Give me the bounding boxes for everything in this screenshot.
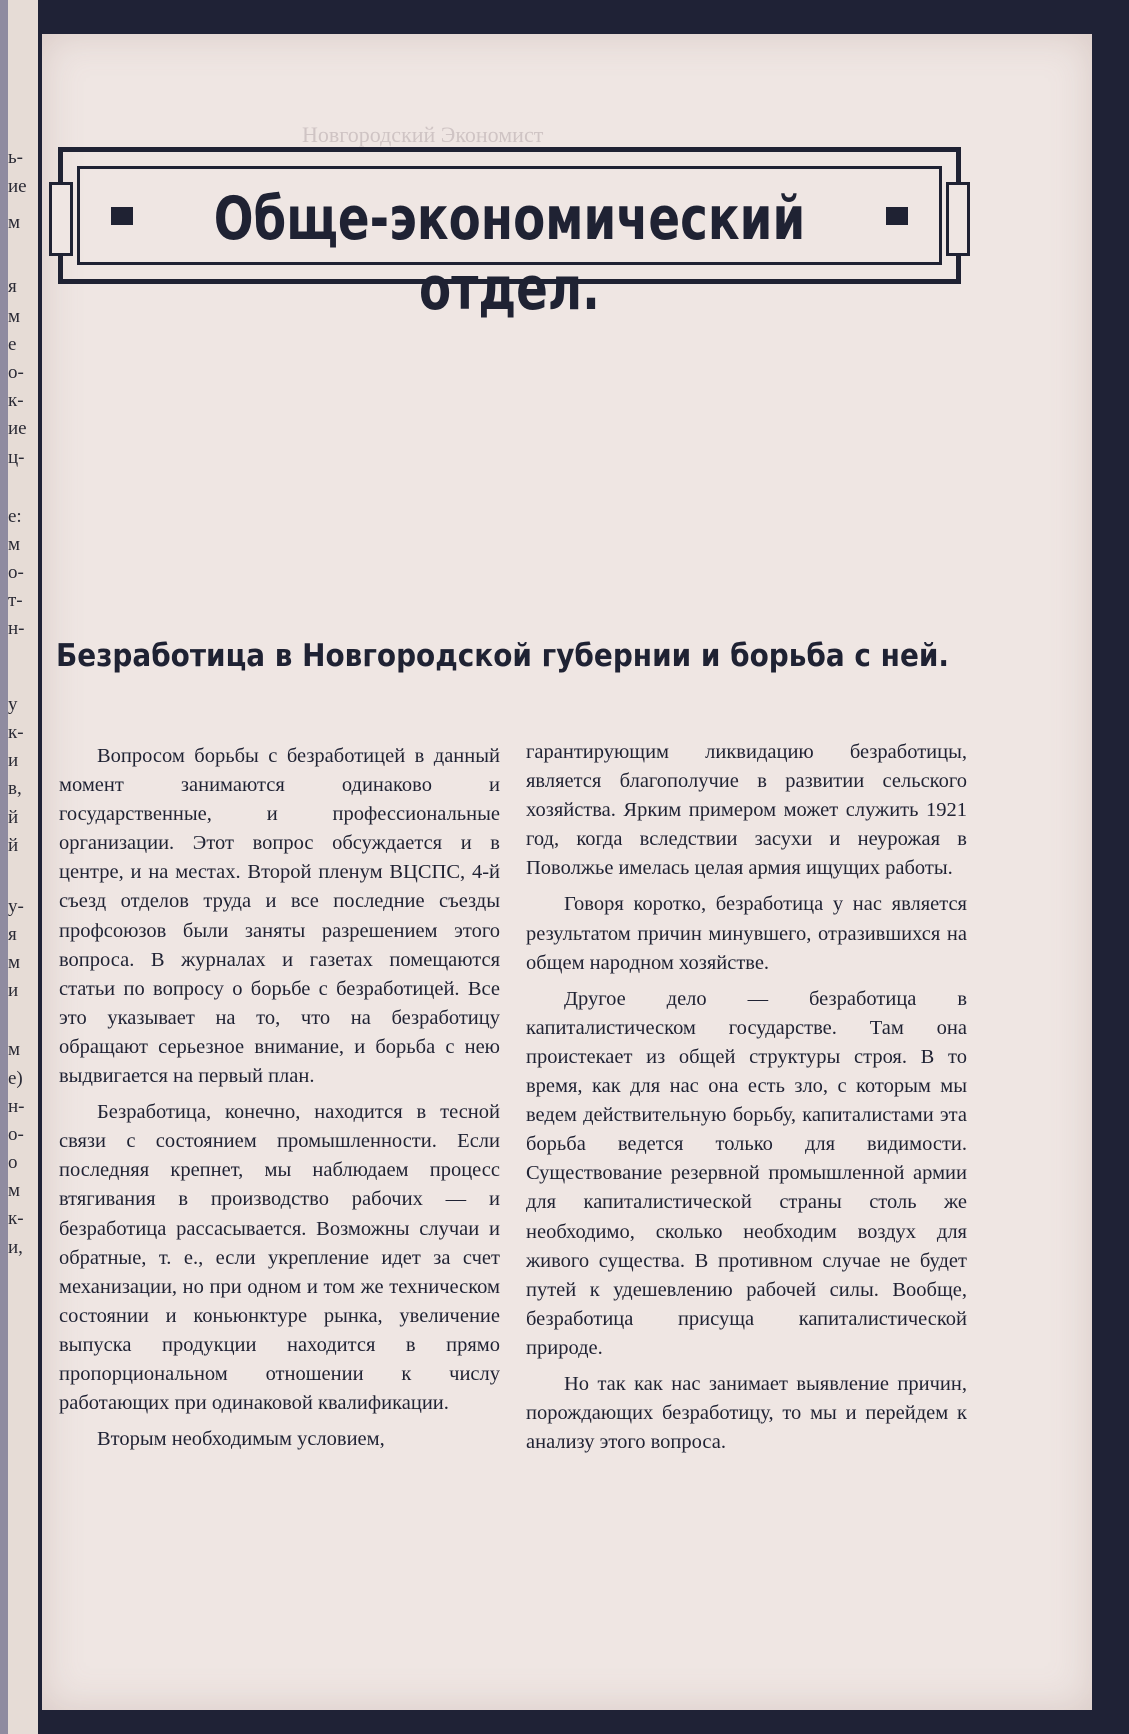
previous-page-fragment: я [8,276,17,297]
article-right-column [526,738,967,1464]
previous-page-fragment: м [8,952,21,973]
previous-page-fragment: м [8,1180,21,1201]
previous-page-fragment: ие [8,176,27,197]
binding-strip [0,0,8,1734]
previous-page-fragment: т- [8,590,23,611]
running-head: Новгородский Экономист [302,122,544,147]
article-left-column [59,742,500,1461]
ornament-square-right [886,207,908,225]
previous-page-fragment: е [8,334,17,355]
previous-page-fragment: я [8,924,17,945]
previous-page-fragment: о- [8,1124,24,1145]
previous-page-fragment: е: [8,506,22,527]
previous-page-fragment: в, [8,778,22,799]
article-title: Безработица в Новгородской губернии и борьба с ней. [56,638,950,674]
previous-page-fragment: ие [8,418,27,439]
magazine-page [42,34,1092,1710]
previous-page-fragment: к- [8,1208,24,1229]
previous-page-fragment: й [8,807,19,828]
previous-page-fragment: к- [8,722,24,743]
paragraph: Но так как нас занимает выявление причин, порождающих безработицу, то мы и перейдем к анализу этого вопроса. [526,1372,967,1454]
previous-page-fragment: м [8,306,21,327]
previous-page-fragment: о- [8,362,24,383]
paragraph: Другое дело — безработица в капиталистическом государстве. Там она проистекает из общей структуры строя. В то время, как для нас она есть зло, с которым мы ведем действительную борьбу, капиталистами эта борьба ведется только для видимости. Существование резервной промышленной армии для капиталистической страны столь же необходимо, сколько необходим воздух для живого существа. В противном случае не будет путей к удешевлению рабочей силы. Вообще, безработица присуща капиталистической природе. [526,987,967,1359]
paragraph: Безработица, конечно, находится в тесной связи с состоянием промышленности. Если последняя крепнет, мы наблюдаем процесс втягивания в производство рабочих — и безработица рассасывается. Возможны случаи и обратные, т. е., если укрепление идет за счет механизации, но при одном и том же техническом состоянии и коньюнктуре рынка, увеличение выпуска продукции находится в прямо пропорциональном отношении к числу работающих при одинаковой квалификации. [59,1101,500,1415]
previous-page-fragment: е) [8,1068,23,1089]
previous-page-fragment: у [8,694,18,715]
previous-page-fragment: ц- [8,447,25,468]
previous-page-fragment: м [8,212,21,233]
paragraph: Вопросом борьбы с безработицей в данный момент занимаются одинаково и государственные, и профессиональные организации. Этот вопрос обсуждается и в центре, и на местах. Второй пленум ВЦСПС, 4-й съезд отделов труда и все последние съезды профсоюзов были заняты разрешением этого вопроса. В журналах и газетах помещаются статьи по вопросу о борьбе с безработицей. Все это указывает на то, что на безработицу обращают серьезное внимание, и борьба с нею выдвигается на первый план. [59,745,500,1088]
previous-page-fragment: и, [8,1237,23,1258]
previous-page-fragment: м [8,1039,21,1060]
section-header-frame [58,147,961,324]
previous-page-fragment: й [8,835,19,856]
previous-page-fragment: ь- [8,147,23,168]
section-header-title: Обще-экономический отдел. [213,184,806,324]
previous-page-fragment: о [8,1152,18,1173]
previous-page-fragment: н- [8,1096,25,1117]
paragraph: Вторым необходимым условием, [97,1428,385,1451]
previous-page-fragment: и [8,980,19,1001]
frame-notch-right [946,182,970,256]
previous-page-fragment: и [8,750,19,771]
previous-page-fragment: к- [8,390,24,411]
ornament-square-left [111,207,133,225]
previous-page-edge [0,0,38,1734]
frame-notch-left [49,182,73,256]
paragraph-continuation: гарантирующим ликвидацию безработицы, является благополучие в развитии сельского хозяйства. Ярким примером может служить 1921 год, когда вследствии засухи и неурожая в Поволжье имелась целая армия ищущих работы. [526,741,967,880]
previous-page-fragment: о- [8,562,24,583]
previous-page-fragment: у- [8,896,24,917]
previous-page-fragment: н- [8,618,25,639]
paragraph: Говоря коротко, безработица у нас является результатом причин минувшего, отразившихся на общем народном хозяйстве. [526,893,967,974]
previous-page-fragment: м [8,534,21,555]
